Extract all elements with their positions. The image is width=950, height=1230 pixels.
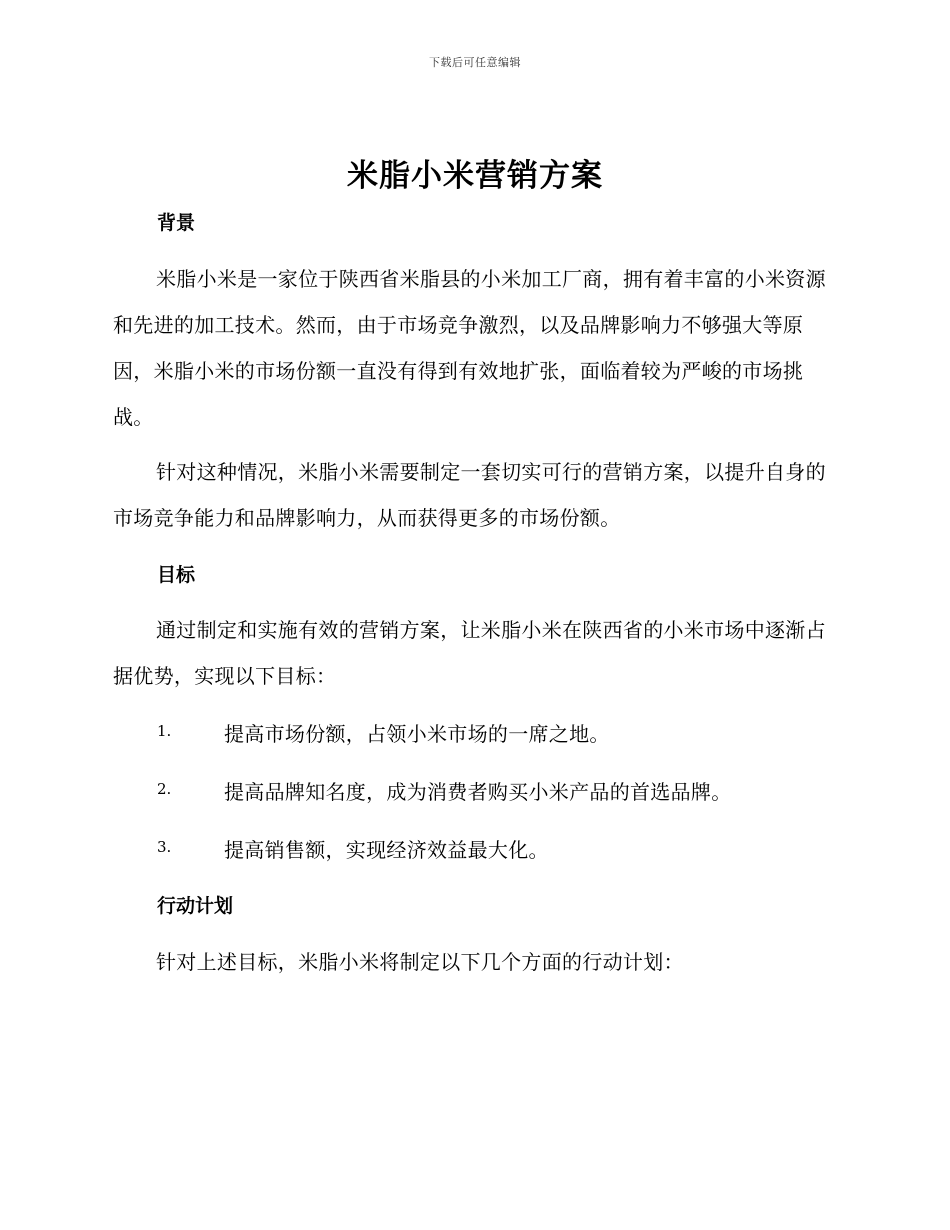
section-heading-action-plan: 行动计划	[157, 895, 234, 917]
action-plan-intro-paragraph: 针对上述目标，米脂小米将制定以下几个方面的行动计划：	[156, 950, 684, 974]
background-paragraph-2: 针对这种情况，米脂小米需要制定一套切实可行的营销方案，以提升自身的市场竞争能力和品牌影响力，从而获得更多的市场份额。	[113, 460, 826, 530]
section-heading-background: 背景	[157, 212, 196, 234]
goal-list-text: 提高市场份额，占领小米市场的一席之地。	[224, 722, 610, 746]
header-note: 下载后可任意编辑	[429, 56, 521, 69]
background-paragraph-1: 米脂小米是一家位于陕西省米脂县的小米加工厂商，拥有着丰富的小米资源和先进的加工技术。然而，由于市场竞争激烈，以及品牌影响力不够强大等原因，米脂小米的市场份额一直没有得到有效地扩张，面临着较为严峻的市场挑战。	[113, 267, 826, 429]
goal-list-item	[157, 776, 837, 806]
goals-intro-paragraph: 通过制定和实施有效的营销方案，让米脂小米在陕西省的小米市场中逐渐占据优势，实现以下目标：	[113, 618, 826, 688]
section-heading-goals: 目标	[157, 564, 196, 586]
goal-list-item	[157, 718, 837, 748]
goal-list-item	[157, 834, 837, 864]
document-title: 米脂小米营销方案	[347, 158, 603, 194]
goal-list-number: 1.	[157, 722, 172, 740]
goal-list-number: 2.	[157, 780, 172, 798]
goal-list-text: 提高品牌知名度，成为消费者购买小米产品的首选品牌。	[224, 780, 732, 804]
goal-list-text: 提高销售额，实现经济效益最大化。	[224, 838, 549, 862]
goal-list-number: 3.	[157, 838, 172, 856]
